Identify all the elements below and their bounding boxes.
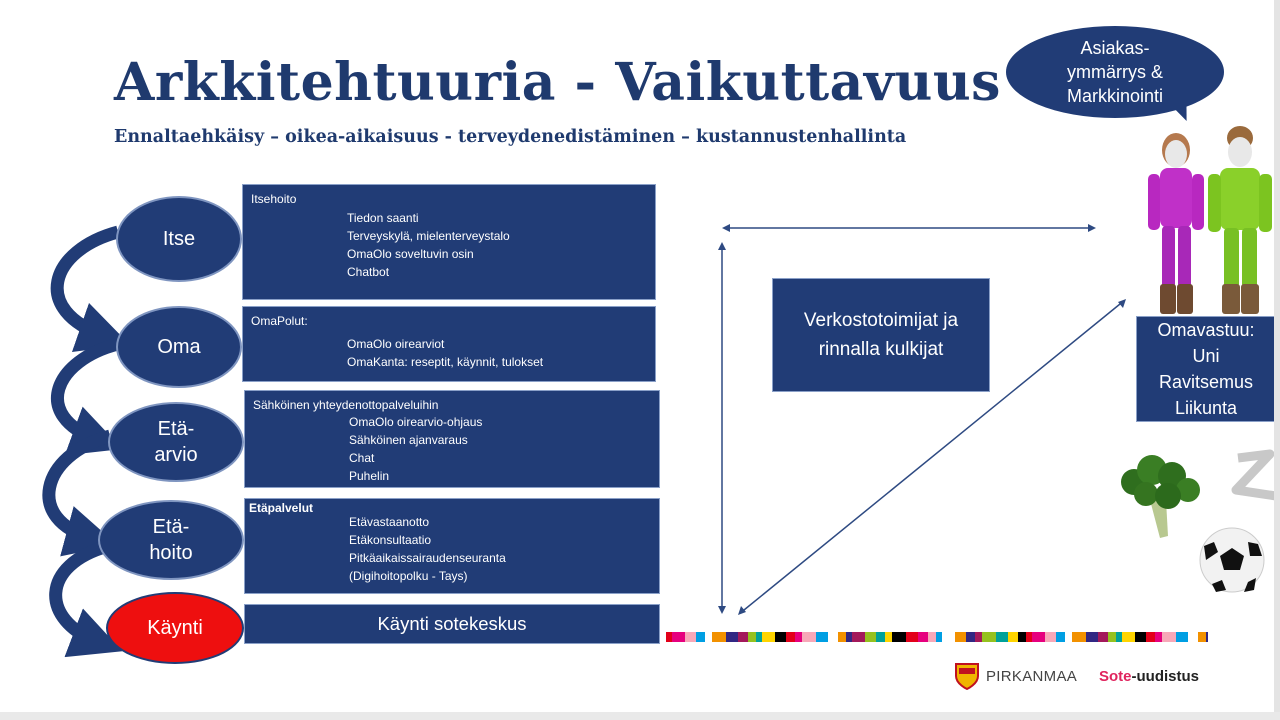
panel-item: Tiedon saanti bbox=[347, 211, 419, 225]
strip-segment bbox=[795, 632, 802, 642]
strip-segment bbox=[1188, 632, 1198, 642]
strip-segment bbox=[816, 632, 828, 642]
panel-item: Terveyskylä, mielenterveystalo bbox=[347, 229, 510, 243]
self-care-line: Liikunta bbox=[1174, 398, 1238, 418]
strip-segment bbox=[928, 632, 936, 642]
panel-item: OmaOlo soveltuvin osin bbox=[347, 247, 474, 261]
panel-item: Etävastaanotto bbox=[349, 515, 430, 529]
strip-segment bbox=[712, 632, 726, 642]
panel-item: OmaOlo oirearvio-ohjaus bbox=[349, 415, 483, 429]
strip-segment bbox=[1098, 632, 1108, 642]
network-line: Verkostotoimijat ja bbox=[803, 310, 959, 331]
sleep-z-icon bbox=[1236, 454, 1276, 496]
panel-item: (Digihoitopolku - Tays) bbox=[349, 569, 468, 583]
strip-segment bbox=[876, 632, 885, 642]
strip-segment bbox=[865, 632, 876, 642]
strip-segment bbox=[762, 632, 775, 642]
strip-segment bbox=[802, 632, 816, 642]
bubble-line: Asiakas- bbox=[1080, 38, 1150, 58]
panel-item: OmaKanta: reseptit, käynnit, tulokset bbox=[347, 355, 544, 369]
woman-avatar bbox=[1148, 133, 1204, 314]
oval-label: Etä- bbox=[152, 516, 190, 538]
pirkanmaa-logo bbox=[955, 662, 1077, 690]
strip-segment bbox=[705, 632, 712, 642]
strip-segment bbox=[1198, 632, 1206, 642]
strip-segment bbox=[918, 632, 928, 642]
broccoli-icon bbox=[1121, 455, 1200, 538]
pirkanmaa-crest-icon bbox=[955, 662, 979, 690]
pirkanmaa-text: PIRKANMAA bbox=[986, 667, 1078, 685]
panel-item: Puhelin bbox=[349, 469, 390, 483]
oval-label: Itse bbox=[162, 228, 196, 250]
panel-header: OmaPolut: bbox=[251, 314, 308, 328]
panel-item: Sähköinen ajanvaraus bbox=[349, 433, 468, 447]
strip-segment bbox=[1155, 632, 1162, 642]
strip-segment bbox=[892, 632, 906, 642]
strip-segment bbox=[672, 632, 685, 642]
strip-segment bbox=[906, 632, 918, 642]
strip-segment bbox=[1086, 632, 1098, 642]
panel-header: Sähköinen yhteydenottopalveluihin bbox=[253, 398, 439, 412]
strip-segment bbox=[955, 632, 966, 642]
oval-label: hoito bbox=[149, 542, 193, 564]
strip-segment bbox=[996, 632, 1008, 642]
strip-segment bbox=[1032, 632, 1045, 642]
strip-segment bbox=[982, 632, 996, 642]
decorative-color-strip bbox=[666, 629, 1208, 639]
self-care-line: Uni bbox=[1192, 346, 1220, 366]
strip-segment bbox=[1176, 632, 1188, 642]
bubble-line: Markkinointi bbox=[1066, 86, 1164, 106]
bubble-line: ymmärrys & bbox=[1067, 62, 1163, 82]
panel-item: Chat bbox=[349, 451, 375, 465]
oval-label: Käynti bbox=[147, 617, 203, 639]
strip-segment bbox=[1146, 632, 1155, 642]
panel-item: Etäkonsultaatio bbox=[349, 533, 432, 547]
strip-segment bbox=[1065, 632, 1072, 642]
strip-segment bbox=[738, 632, 748, 642]
strip-segment bbox=[942, 632, 955, 642]
self-care-box bbox=[1136, 316, 1276, 422]
sote-uudistus-logo bbox=[1099, 668, 1199, 685]
strip-segment bbox=[1018, 632, 1026, 642]
strip-segment bbox=[696, 632, 705, 642]
panel-label: Käynti sotekeskus bbox=[377, 613, 527, 634]
strip-segment bbox=[828, 632, 838, 642]
slide-subtitle: Ennaltaehkäisy – oikea-aikaisuus - terveydenedistäminen – kustannustenhallinta bbox=[114, 127, 907, 147]
window-edge bbox=[1274, 0, 1280, 720]
strip-segment bbox=[1108, 632, 1116, 642]
sote-prefix: Sote bbox=[1099, 668, 1132, 685]
window-edge-bottom bbox=[0, 712, 1280, 720]
panel-header: Itsehoito bbox=[251, 192, 297, 206]
man-avatar bbox=[1208, 126, 1272, 314]
sote-suffix: -uudistus bbox=[1131, 668, 1200, 685]
self-care-line: Ravitsemus bbox=[1158, 372, 1254, 392]
strip-segment bbox=[685, 632, 696, 642]
strip-segment bbox=[1008, 632, 1018, 642]
strip-segment bbox=[852, 632, 865, 642]
strip-segment bbox=[885, 632, 892, 642]
panel-item: Chatbot bbox=[347, 265, 390, 279]
strip-segment bbox=[1072, 632, 1086, 642]
strip-segment bbox=[975, 632, 982, 642]
strip-segment bbox=[726, 632, 738, 642]
panel-header: Etäpalvelut bbox=[249, 501, 314, 515]
strip-segment bbox=[1045, 632, 1056, 642]
strip-segment bbox=[775, 632, 786, 642]
strip-segment bbox=[1162, 632, 1176, 642]
oval-label: Oma bbox=[157, 336, 201, 358]
strip-segment bbox=[786, 632, 795, 642]
self-care-line: Omavastuu: bbox=[1157, 320, 1255, 340]
panel-item: Pitkäaikaissairaudenseuranta bbox=[349, 551, 506, 565]
strip-segment bbox=[748, 632, 756, 642]
strip-segment bbox=[966, 632, 975, 642]
football-icon bbox=[1200, 528, 1264, 592]
strip-segment bbox=[1135, 632, 1146, 642]
strip-segment bbox=[1122, 632, 1135, 642]
strip-segment bbox=[1206, 632, 1208, 642]
oval-label: Etä- bbox=[157, 418, 195, 440]
strip-segment bbox=[1056, 632, 1065, 642]
panel-item: OmaOlo oirearviot bbox=[347, 337, 445, 351]
strip-segment bbox=[838, 632, 846, 642]
slide-title: Arkkitehtuuria - Vaikuttavuus bbox=[114, 52, 1001, 113]
network-line: rinnalla kulkijat bbox=[818, 339, 944, 360]
oval-label: arvio bbox=[154, 444, 198, 466]
